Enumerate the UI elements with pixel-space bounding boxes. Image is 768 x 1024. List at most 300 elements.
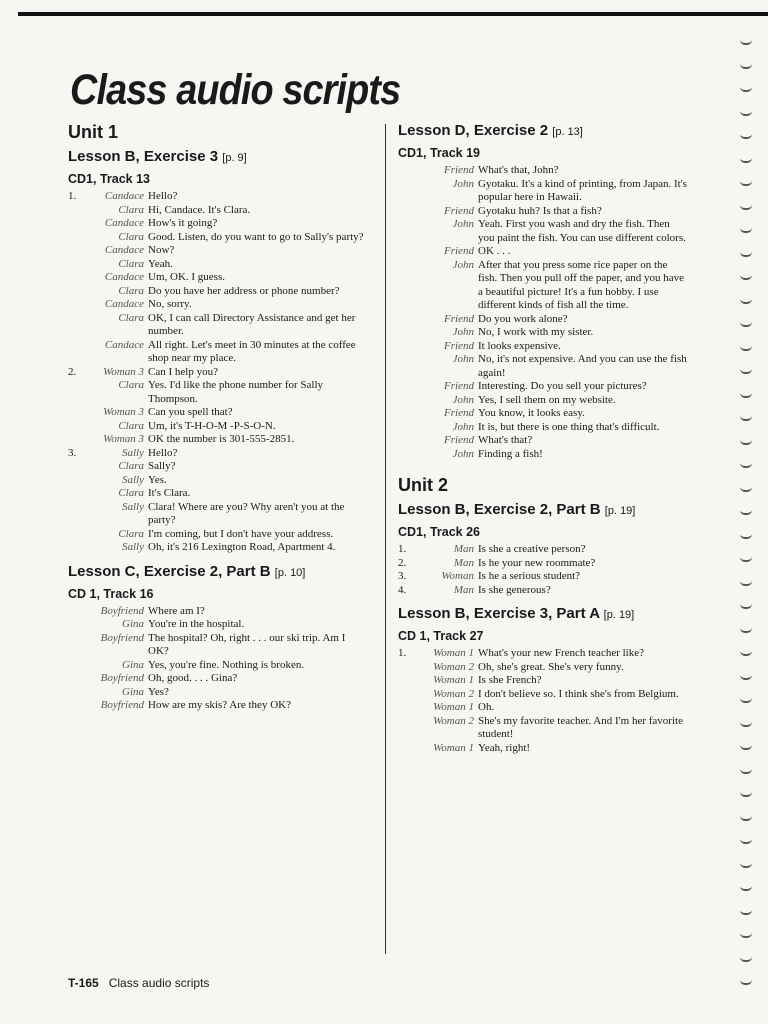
dialogue-text: Now?: [148, 244, 175, 256]
speaker-name: Friend: [444, 164, 474, 176]
speaker-name: Boyfriend: [100, 631, 144, 644]
dialogue-line: [398, 245, 688, 259]
dialogue-line: [398, 259, 688, 313]
dialogue-line: [398, 557, 688, 571]
item-number: 1.: [398, 543, 407, 555]
item-number: [68, 298, 82, 312]
item-number: [68, 541, 82, 555]
speaker-name: Woman 3: [103, 406, 144, 418]
binding-mark: [740, 64, 752, 69]
dialogue-text: What's that, John?: [478, 164, 559, 176]
binding-mark: [740, 557, 752, 562]
dialogue-text: Oh, good. . . . Gina?: [148, 672, 238, 684]
item-number: [68, 406, 82, 420]
unit-heading: Unit 2: [398, 475, 449, 495]
binding-mark: [740, 933, 752, 938]
speaker-name: John: [452, 218, 474, 230]
dialogue-line: [68, 271, 368, 285]
script-section: [68, 148, 368, 555]
speaker-name: Candace: [104, 244, 144, 256]
speaker-name: Boyfriend: [100, 699, 144, 711]
dialogue-line: [68, 686, 368, 700]
item-number: [68, 420, 82, 434]
dialogue-text: Hi, Candace. It's Clara.: [148, 203, 251, 216]
item-number: [398, 205, 412, 219]
speaker-name: Woman: [441, 570, 474, 582]
item-number: [398, 448, 412, 462]
item-number: [68, 271, 82, 285]
dialogue-text: Gyotaku huh? Is that a fish?: [478, 204, 602, 217]
speaker-name: Woman 3: [103, 365, 144, 378]
dialogue-line: [398, 218, 688, 245]
lesson-title: Lesson B, Exercise 3, Part A: [398, 605, 600, 622]
binding-mark: [740, 322, 752, 327]
track-label: CD 1, Track 16: [68, 586, 154, 601]
binding-mark: [740, 416, 752, 421]
item-number: [68, 699, 82, 713]
dialogue-text: Um, it's T-H-O-M -P-S-O-N.: [148, 419, 276, 432]
item-number: [398, 407, 412, 421]
dialogue-line: [68, 231, 368, 245]
binding-mark: [740, 158, 752, 163]
dialogue-line: [398, 742, 688, 756]
dialogue-text: You're in the hospital.: [148, 618, 245, 630]
dialogue-line: [68, 528, 368, 542]
speaker-name: Clara: [118, 419, 144, 432]
binding-mark: [740, 769, 752, 774]
dialogue-text: Is she generous?: [478, 583, 551, 596]
script-section: [68, 563, 368, 713]
speaker-name: Candace: [104, 217, 144, 229]
lesson-title: Lesson B, Exercise 3: [68, 148, 219, 165]
binding-mark: [740, 369, 752, 374]
item-number: [68, 339, 82, 366]
speaker-name: John: [452, 420, 474, 433]
dialogue-line: [68, 474, 368, 488]
speaker-name: John: [452, 447, 474, 460]
dialogue-line: [68, 487, 368, 501]
item-number: [398, 340, 412, 354]
speaker-name: Candace: [104, 271, 144, 283]
dialogue-text: No, it's not expensive. And you can use the fish again!: [478, 353, 687, 379]
dialogue-line: [398, 647, 688, 661]
dialogue-text: Good. Listen, do you want to go to Sally's party?: [148, 230, 364, 243]
speaker-name: Man: [453, 556, 474, 569]
item-number: [398, 715, 412, 742]
item-number: 3.: [398, 570, 407, 582]
dialogue-text: Yeah. First you wash and dry the fish. Then you paint the fish. You can use different colors.: [478, 218, 686, 244]
script-section: [398, 501, 688, 597]
item-number: [398, 259, 412, 313]
binding-mark: [740, 675, 752, 680]
speaker-name: Clara: [118, 284, 144, 297]
dialogue-text: Can you spell that?: [148, 406, 233, 418]
dialogue-line: [398, 313, 688, 327]
dialogue-line: [68, 190, 368, 204]
dialogue-line: [398, 584, 688, 598]
speaker-name: Boyfriend: [100, 604, 144, 617]
speaker-name: Friend: [444, 434, 474, 446]
speaker-name: John: [452, 326, 474, 338]
item-number: [398, 661, 412, 675]
dialogue-text: Oh, it's 216 Lexington Road, Apartment 4.: [148, 541, 336, 553]
dialogue-line: [398, 434, 688, 448]
dialogue-line: [68, 659, 368, 673]
dialogue-line: [68, 339, 368, 366]
speaker-name: Clara: [118, 257, 144, 270]
dialogue-text: Can I help you?: [148, 365, 218, 378]
dialogue-text: Yes?: [148, 685, 169, 698]
lesson-heading: [398, 501, 688, 520]
lesson-page-ref: [p. 19]: [603, 609, 635, 621]
speaker-name: Woman 3: [103, 433, 144, 445]
page-number: T-165: [68, 976, 99, 990]
binding-mark: [740, 534, 752, 539]
dialogue-line: [68, 632, 368, 659]
binding-mark: [740, 252, 752, 257]
item-number: [398, 313, 412, 327]
item-number: [398, 701, 412, 715]
binding-mark: [740, 816, 752, 821]
dialogue-text: OK, I can call Directory Assistance and get her number.: [148, 311, 356, 337]
item-number: [398, 326, 412, 340]
dialogue-line: [398, 340, 688, 354]
dialogue-line: [68, 447, 368, 461]
dialogue-line: [68, 420, 368, 434]
binding-mark: [740, 604, 752, 609]
speaker-name: Man: [453, 543, 474, 555]
binding-mark: [740, 228, 752, 233]
dialogue-text: Where am I?: [148, 604, 205, 617]
dialogue-line: [398, 407, 688, 421]
dialogue-text: Hello?: [148, 446, 178, 459]
item-number: 1.: [398, 647, 407, 659]
binding-mark: [740, 487, 752, 492]
dialogue-text: Is she a creative person?: [478, 543, 586, 555]
dialogue-text: Yeah.: [148, 257, 173, 270]
right-column: [398, 122, 688, 755]
speaker-name: Woman 1: [433, 674, 474, 686]
speaker-name: Woman 2: [433, 660, 474, 673]
dialogue-text: Do you have her address or phone number?: [148, 284, 340, 297]
dialogue-line: [68, 366, 368, 380]
dialogue-line: [68, 672, 368, 686]
item-number: 2.: [68, 365, 77, 378]
dialogue-text: I don't believe so. I think she's from Belgium.: [478, 687, 679, 700]
footer-label: Class audio scripts: [108, 976, 210, 990]
speaker-name: Clara: [118, 230, 144, 243]
item-number: [68, 686, 82, 700]
dialogue-text: It's Clara.: [148, 487, 191, 499]
speaker-name: Boyfriend: [100, 672, 144, 684]
speaker-name: Clara: [118, 203, 144, 216]
binding-mark: [740, 792, 752, 797]
dialogue-line: [398, 353, 688, 380]
dialogue-line: [68, 298, 368, 312]
lesson-title: Lesson D, Exercise 2: [398, 122, 549, 139]
dialogue-text: Yeah, right!: [478, 741, 531, 754]
lesson-heading: [398, 122, 688, 141]
dialogue-text: Finding a fish!: [478, 447, 543, 460]
speaker-name: Sally: [122, 473, 144, 486]
page-title: Class audio scripts: [70, 66, 401, 114]
speaker-name: Friend: [444, 380, 474, 392]
item-number: [68, 204, 82, 218]
binding-mark: [740, 886, 752, 891]
binding-mark: [740, 463, 752, 468]
dialogue-line: [68, 204, 368, 218]
dialogue-line: [68, 258, 368, 272]
dialogue-text: I'm coming, but I don't have your address.: [148, 527, 334, 540]
binding-mark: [740, 839, 752, 844]
dialogue-text: How's it going?: [148, 217, 218, 229]
speaker-name: Sally: [122, 500, 144, 513]
item-number: [68, 474, 82, 488]
dialogue-line: [398, 688, 688, 702]
item-number: [68, 433, 82, 447]
lesson-page-ref: [p. 13]: [552, 126, 583, 138]
dialogue-line: [398, 448, 688, 462]
item-number: [68, 460, 82, 474]
dialogue-line: [398, 164, 688, 178]
item-number: [68, 285, 82, 299]
speaker-name: Friend: [444, 204, 474, 217]
binding-mark: [740, 87, 752, 92]
binding-mark: [740, 722, 752, 727]
lesson-page-ref: [p. 10]: [274, 566, 306, 579]
dialogue-text: Sally?: [148, 460, 176, 472]
binding-mark: [740, 698, 752, 703]
speaker-name: Friend: [444, 339, 474, 352]
binding-mark: [740, 628, 752, 633]
item-number: [68, 217, 82, 231]
lesson-heading: [68, 148, 368, 167]
dialogue-line: [398, 205, 688, 219]
dialogue-text: Interesting. Do you sell your pictures?: [478, 380, 647, 392]
item-number: [398, 353, 412, 380]
binding-mark: [740, 440, 752, 445]
speaker-name: Clara: [118, 487, 144, 499]
binding-mark: [740, 510, 752, 515]
binding-mark: [740, 393, 752, 398]
dialogue-text: Clara! Where are you? Why aren't you at the party?: [148, 500, 345, 526]
binding-mark: [740, 181, 752, 186]
dialogue-line: [398, 178, 688, 205]
speaker-name: Clara: [118, 379, 144, 391]
dialogue-line: [398, 394, 688, 408]
item-number: [68, 618, 82, 632]
dialogue-text: Do you work alone?: [478, 312, 568, 325]
item-number: [398, 742, 412, 756]
dialogue-line: [398, 715, 688, 742]
dialogue-text: You know, it looks easy.: [478, 407, 585, 419]
item-number: [398, 218, 412, 245]
dialogue-line: [68, 244, 368, 258]
dialogue-text: The hospital? Oh, right . . . our ski trip. Am I OK?: [148, 631, 346, 657]
speaker-name: John: [452, 258, 474, 271]
lesson-title: Lesson C, Exercise 2, Part B: [68, 562, 271, 580]
page-footer: [68, 976, 209, 990]
dialogue-text: After that you press some rice paper on the fish. Then you pull off the paper, and you have a beautiful picture! It's a fun hobby. I use different kinds of fish all the time.: [478, 258, 684, 311]
item-number: 1.: [68, 190, 77, 202]
dialogue-text: Gyotaku. It's a kind of printing, from Japan. It's popular here in Hawaii.: [478, 177, 687, 203]
item-number: [398, 674, 412, 688]
binding-mark: [740, 581, 752, 586]
dialogue-text: It looks expensive.: [478, 339, 561, 352]
speaker-name: Clara: [118, 460, 144, 472]
dialogue-line: [398, 421, 688, 435]
lesson-page-ref: [p. 9]: [222, 152, 247, 164]
dialogue-line: [398, 543, 688, 557]
dialogue-line: [68, 501, 368, 528]
item-number: [68, 501, 82, 528]
item-number: [398, 164, 412, 178]
speaker-name: Clara: [118, 311, 144, 324]
item-number: 2.: [398, 556, 407, 569]
dialogue-text: Oh, she's great. She's very funny.: [478, 660, 624, 673]
dialogue-line: [398, 701, 688, 715]
speaker-name: Woman 2: [433, 687, 474, 700]
dialogue-text: OK the number is 301-555-2851.: [148, 433, 295, 445]
item-number: [68, 379, 82, 406]
binding-mark: [740, 745, 752, 750]
binding-mark: [740, 910, 752, 915]
dialogue-line: [68, 217, 368, 231]
speaker-name: Sally: [122, 541, 144, 553]
binding-mark: [740, 651, 752, 656]
item-number: [398, 688, 412, 702]
track-label: CD1, Track 13: [68, 172, 150, 186]
dialogue-line: [398, 570, 688, 584]
item-number: [68, 487, 82, 501]
item-number: [68, 244, 82, 258]
speaker-name: John: [452, 353, 474, 365]
script-section: [398, 122, 688, 461]
item-number: [68, 659, 82, 673]
dialogue-text: All right. Let's meet in 30 minutes at the coffee shop near my place.: [148, 338, 356, 364]
speaker-name: Friend: [444, 407, 474, 419]
script-section: [398, 605, 688, 755]
dialogue-text: It is, but there is one thing that's difficult.: [478, 420, 660, 433]
lesson-title: Lesson B, Exercise 2, Part B: [398, 501, 601, 518]
speaker-name: Gina: [122, 658, 144, 671]
speaker-name: Friend: [444, 245, 474, 257]
speaker-name: Gina: [122, 618, 144, 630]
dialogue-text: What's your new French teacher like?: [478, 647, 644, 659]
dialogue-line: [398, 661, 688, 675]
item-number: [68, 605, 82, 619]
dialogue-text: Is he a serious student?: [478, 570, 581, 582]
binding-mark: [740, 863, 752, 868]
binding-mark: [740, 957, 752, 962]
dialogue-text: She's my favorite teacher. And I'm her favorite student!: [478, 714, 683, 740]
dialogue-text: Yes, you're fine. Nothing is broken.: [148, 658, 305, 671]
dialogue-text: How are my skis? Are they OK?: [148, 699, 291, 711]
column-divider: [385, 124, 386, 954]
track-label: CD1, Track 26: [398, 525, 480, 539]
binding-mark: [740, 111, 752, 116]
dialogue-text: Oh.: [478, 701, 495, 713]
item-number: [398, 178, 412, 205]
unit-heading: Unit 1: [68, 122, 119, 142]
dialogue-line: [68, 433, 368, 447]
item-number: 3.: [68, 446, 77, 459]
item-number: [398, 421, 412, 435]
dialogue-text: No, sorry.: [148, 298, 192, 310]
binding-mark: [740, 299, 752, 304]
speaker-name: Gina: [122, 685, 144, 698]
dialogue-text: Hello?: [148, 190, 178, 202]
dialogue-line: [68, 541, 368, 555]
item-number: [398, 380, 412, 394]
dialogue-line: [398, 380, 688, 394]
dialogue-text: Um, OK. I guess.: [148, 271, 225, 283]
dialogue-line: [68, 605, 368, 619]
item-number: [68, 632, 82, 659]
speaker-name: Friend: [444, 312, 474, 325]
dialogue-line: [68, 618, 368, 632]
speaker-name: Candace: [104, 338, 144, 351]
speaker-name: John: [452, 177, 474, 190]
binding-mark: [740, 134, 752, 139]
item-number: [68, 312, 82, 339]
dialogue-line: [68, 699, 368, 713]
item-number: 4.: [398, 583, 407, 596]
track-label: CD1, Track 19: [398, 146, 480, 160]
dialogue-text: Is she French?: [478, 674, 542, 686]
speaker-name: Sally: [122, 446, 144, 459]
speaker-name: Man: [453, 583, 474, 596]
speaker-name: Candace: [104, 298, 144, 310]
binding-mark: [740, 205, 752, 210]
speaker-name: John: [452, 393, 474, 406]
binding-mark: [740, 40, 752, 45]
speaker-name: Woman 1: [433, 701, 474, 713]
dialogue-line: [68, 460, 368, 474]
speaker-name: Clara: [118, 527, 144, 540]
track-label: CD 1, Track 27: [398, 629, 484, 643]
lesson-heading: [398, 605, 688, 624]
speaker-name: Candace: [104, 190, 144, 202]
dialogue-text: OK . . .: [478, 245, 511, 257]
binding-mark: [740, 346, 752, 351]
dialogue-text: Yes. I'd like the phone number for Sally Thompson.: [148, 379, 324, 405]
item-number: [68, 528, 82, 542]
left-column: [68, 122, 368, 713]
speaker-name: Woman 1: [433, 647, 474, 659]
spiral-binding: [740, 40, 760, 1000]
dialogue-line: [68, 285, 368, 299]
item-number: [68, 258, 82, 272]
lesson-heading: [68, 563, 368, 582]
lesson-page-ref: [p. 19]: [604, 505, 636, 517]
binding-mark: [740, 275, 752, 280]
binding-mark: [740, 980, 752, 985]
dialogue-text: Yes, I sell them on my website.: [478, 393, 616, 406]
speaker-name: Woman 2: [433, 714, 474, 727]
dialogue-line: [398, 674, 688, 688]
item-number: [398, 434, 412, 448]
dialogue-line: [68, 312, 368, 339]
item-number: [68, 672, 82, 686]
item-number: [68, 231, 82, 245]
item-number: [398, 245, 412, 259]
top-rule: [18, 12, 768, 16]
dialogue-line: [398, 326, 688, 340]
dialogue-text: Yes.: [148, 473, 167, 486]
speaker-name: Woman 1: [433, 741, 474, 754]
item-number: [398, 394, 412, 408]
